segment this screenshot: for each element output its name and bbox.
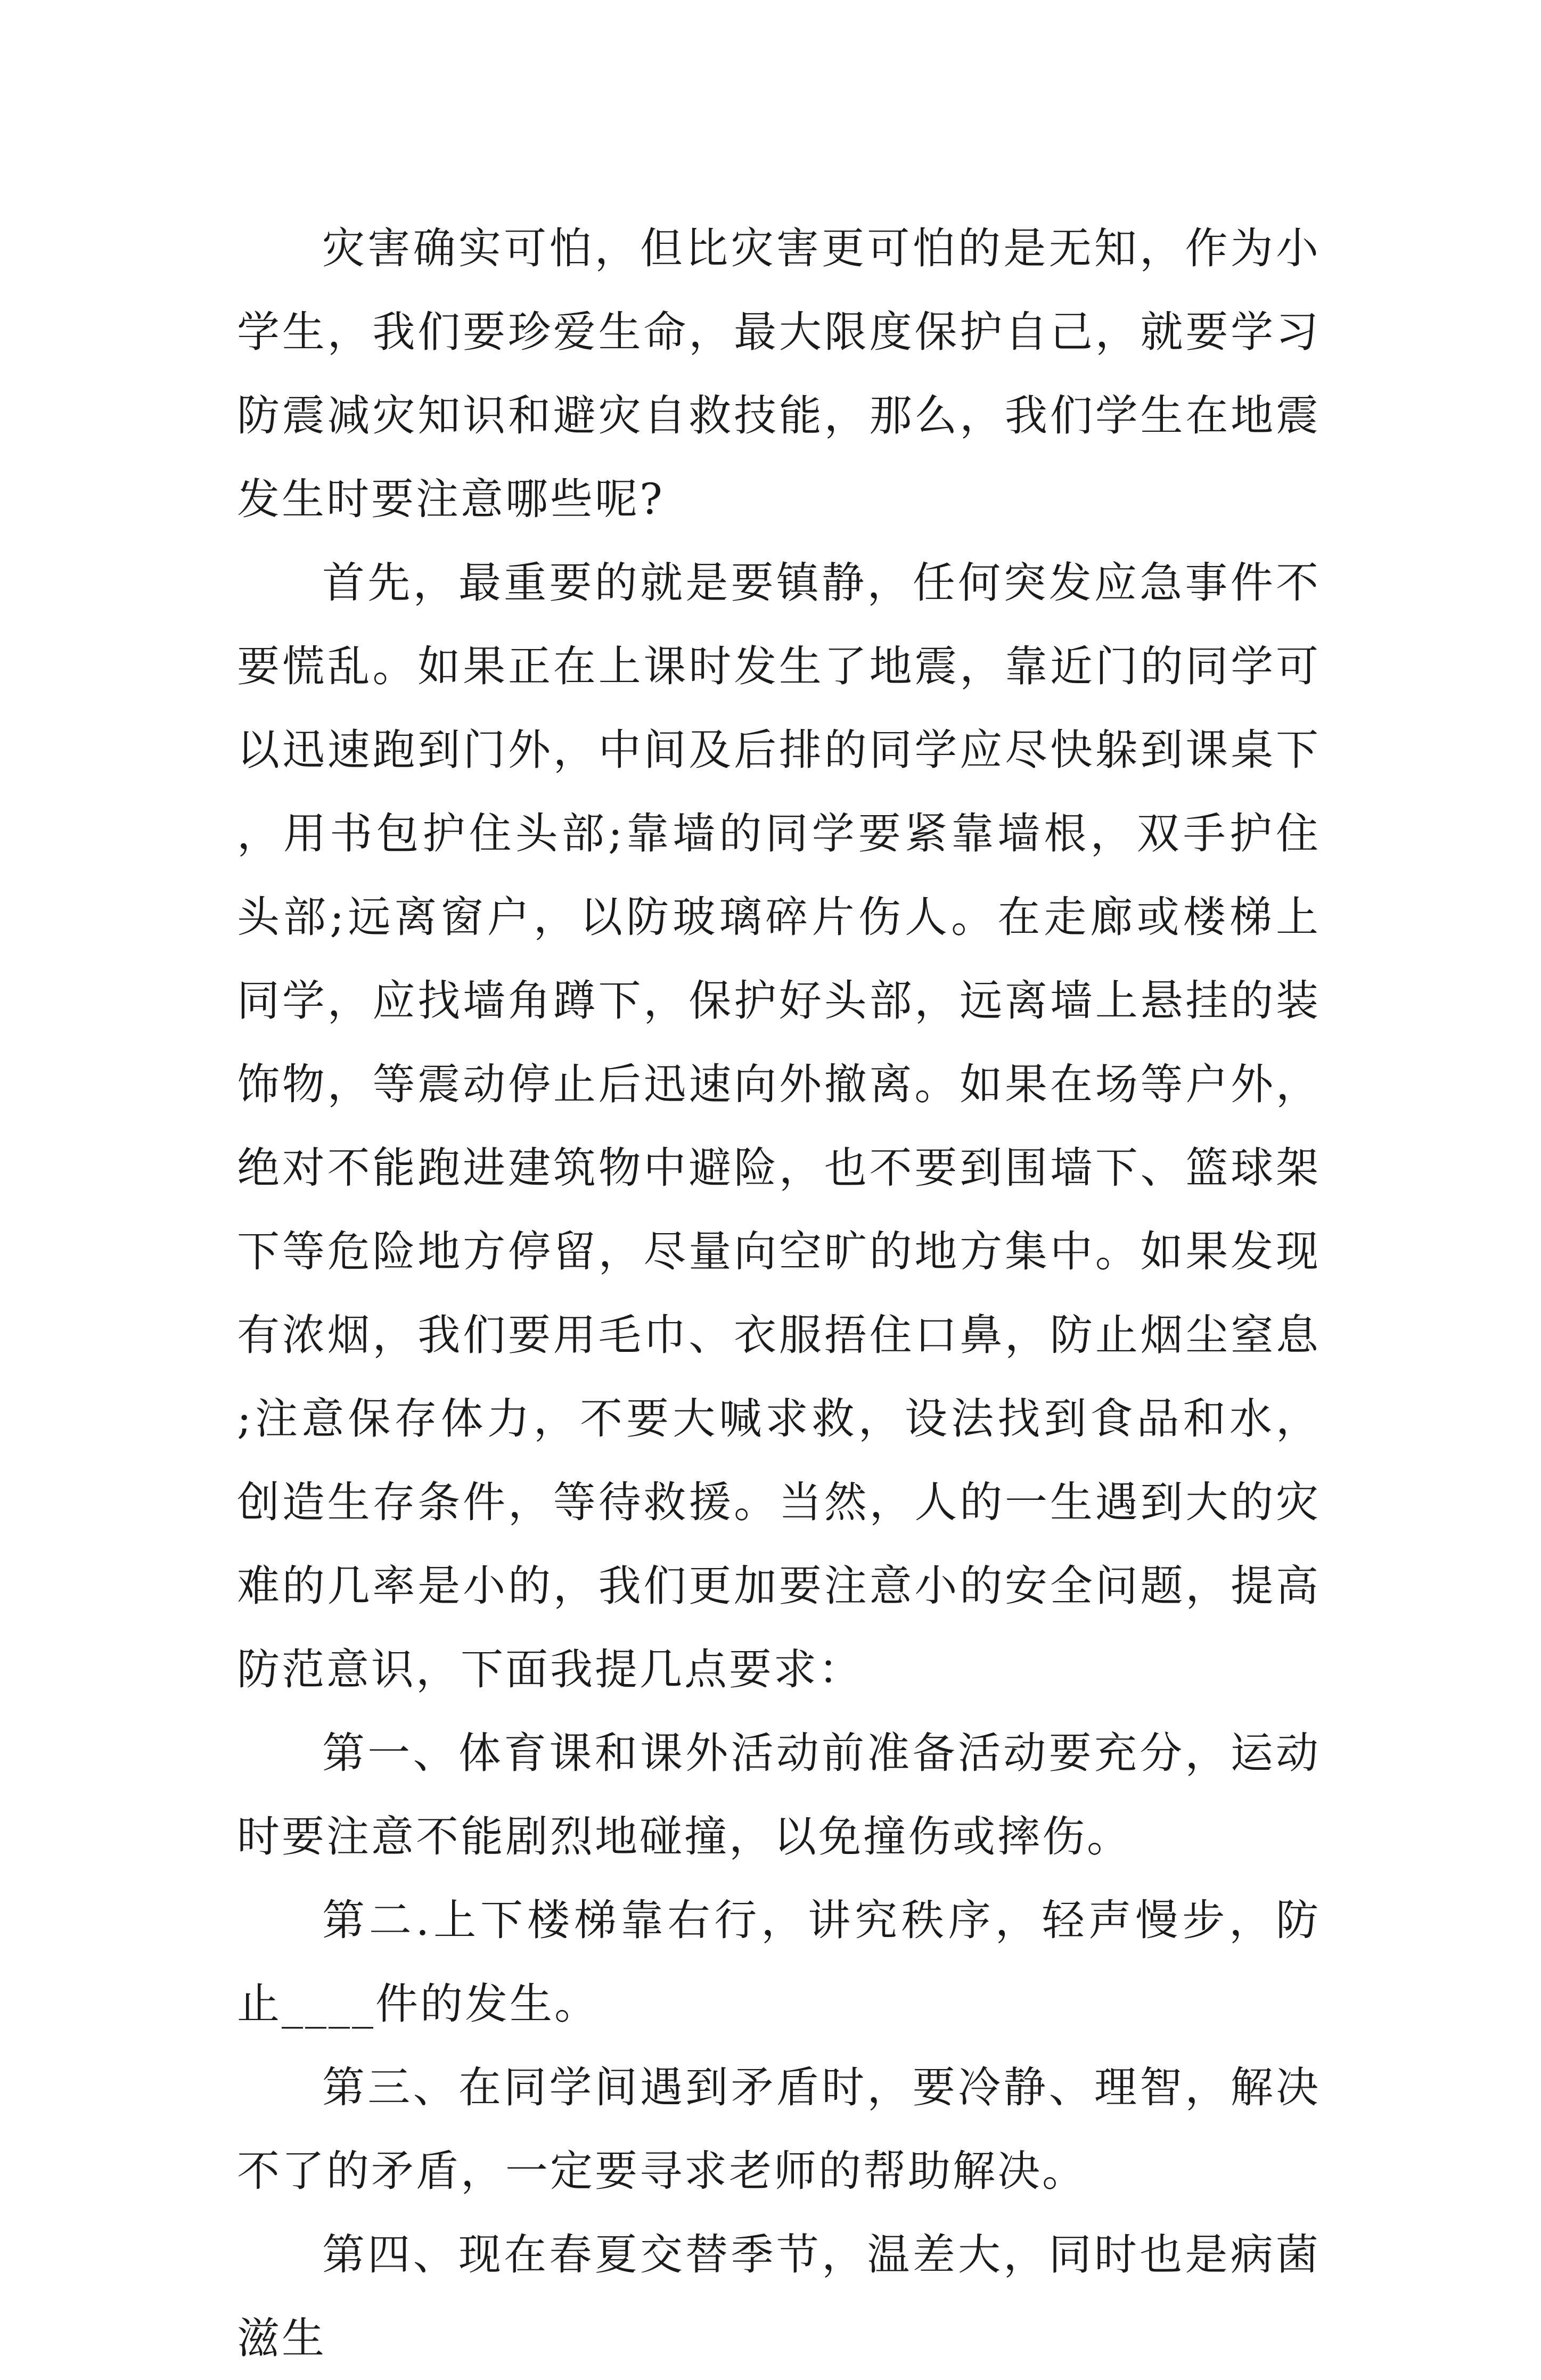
paragraph-intro: 灾害确实可怕，但比灾害更可怕的是无知，作为小学生，我们要珍爱生命，最大限度保护自己，就要学习防震减灾知识和避灾自救技能，那么，我们学生在地震发生时要注意哪些呢? [237,224,1321,524]
document-body [237,207,1321,2380]
paragraph-rule-three: 第三、在同学间遇到矛盾时，要冷静、理智，解决不了的矛盾，一定要寻求老师的帮助解决。 [237,2063,1321,2196]
paragraph-rule-one: 第一、体育课和课外活动前准备活动要充分，运动时要注意不能剧烈地碰撞，以免撞伤或摔伤。 [237,1728,1321,1861]
paragraph-rule-two: 第二.上下楼梯靠右行，讲究秩序，轻声慢步，防止____件的发生。 [237,1895,1321,2029]
paragraph-rule-four: 第四、现在春夏交替季节，温差大，同时也是病菌滋生 [237,2230,1321,2363]
paragraph-earthquake-guidance: 首先，最重要的就是要镇静，任何突发应急事件不要慌乱。如果正在上课时发生了地震，靠近门的同学可以迅速跑到门外，中间及后排的同学应尽快躲到课桌下，用书包护住头部;靠墙的同学要紧靠墙根，双手护住头部;远离窗户，以防玻璃碎片伤人。在走廊或楼梯上同学，应找墙角蹲下，保护好头部，远离墙上悬挂的装饰物，等震动停止后迅速向外撤离。如果在场等户外，绝对不能跑进建筑物中避险，也不要到围墙下、篮球架下等危险地方停留，尽量向空旷的地方集中。如果发现有浓烟，我们要用毛巾、衣服捂住口鼻，防止烟尘窒息;注意保存体力，不要大喊求救，设法找到食品和水，创造生存条件，等待救援。当然，人的一生遇到大的灾难的几率是小的，我们更加要注意小的安全问题，提高防范意识，下面我提几点要求： [237,558,1321,1694]
